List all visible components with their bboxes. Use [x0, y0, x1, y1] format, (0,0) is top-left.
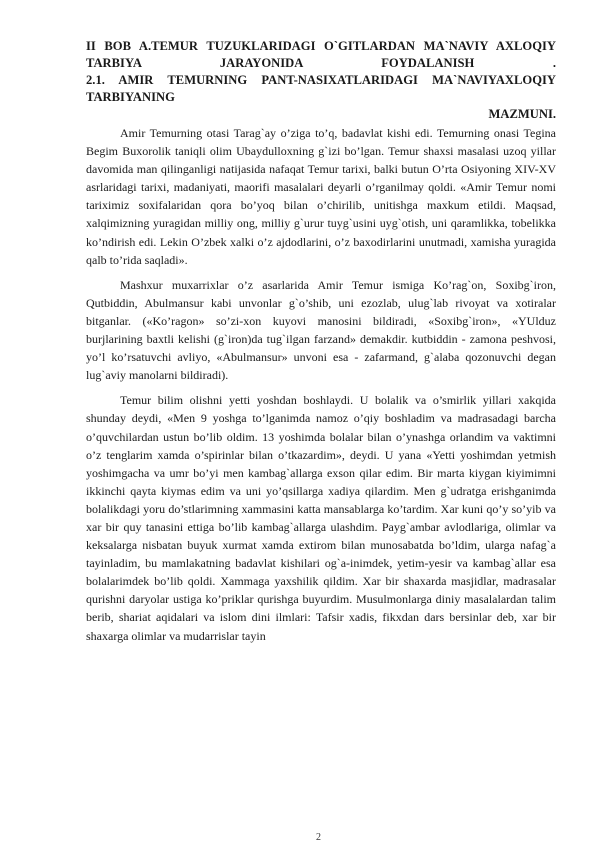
paragraph-1: Amir Temurning otasi Tarag`ay o’ziga to’q, badavlat kishi edi. Temurning onasi Tegina Begim Buxorolik taniqli olim Ubaydulloxning g`izi bo’lgan. Temur shaxsi masalasi uzoq yillar davomida man qilinganligi natijasida nafaqat Temur tarixi, balki butun O’rta Osiyoning XIV-XV asrlaridagi tarixi, madaniyati, maorifi masalalari deyarli o’rganilmay qoldi. «Amir Temur nomi tariximiz soxifalaridan qora bo’yoq bilan o’chirilib, unitishga maxkum etildi. Maqsad, xalqimizning yuragidan milliy ong, milliy g`urur tuyg`usini uyg`otish, uni qaramlikka, tobelikka ko’ndirish edi. Lekin O’zbek xalki o’z ajdodlarini, o’z baxodirlarini unutmadi, xamisha yuragida qalb to’rida saqladi».: [86, 126, 556, 267]
paragraph-gap: [86, 269, 556, 276]
chapter-title: II BOB A.TEMUR TUZUKLARIDAGI O`GITLARDAN MA`NAVIY AXLOQIY TARBIYA JARAYONIDA FOYDALANISH .: [86, 39, 556, 70]
page-number: 2: [316, 832, 321, 843]
section-title-tail: MAZMUNI.: [488, 107, 556, 121]
paragraph-3: Temur bilim olishni yetti yoshdan boshlaydi. U bolalik va o’smirlik yillari xakqida shunday deydi, «Men 9 yoshga to’lganimda namoz o’qiy boshladim va madrasadagi barcha o’quvchilardan ustun bo’lib oldim. 13 yoshimda bolalar bilan o’ynashga orlandim va vaktimni o’z tenglarim xamda o’spirinlar bilan o’tkazardim», deydi. U yana «Yetti yoshimdan yetmish yoshimgacha va umr bo’yi men kambag`allarga exson qilar edim. Bir marta kiygan kiyimimni ikkinchi qayta kiymas edim va uni yo’qsillarga xadiya qilardim. Men g`udratga erishganimda bolalikdagi yoru do’stlarimning xammasini katta mansablarga ko’tardim. Xar kuni qo’y so’yib va xar bir quy tanasini ettiga bo’lib kambag`allarga ulashdim. Payg`ambar avlodlariga, olimlar va keksalarga nisbatan buyuk xurmat xamda extirom bilan munosabatda bo’ldim, ularga nafag`a tayinladim, bu mamlakatning badavlat kishilari og`a-inimdek, yetim-yesir va kambag`allar esa bolalarimdek bo’lib qoldi. Xammaga yaxshilik qildim. Xar bir shaxarda masjidlar, madrasalar qurishni daryolar ustiga ko’priklar qurishga buyurdim. Musulmonlarga diniy masalalardan talim berib, shariat aqidalari va islom dini ilmlari: Tafsir xadis, fikxdan dars bersinlar deb, xar bir shaxarga olimlar va mudarrislar tayin: [86, 393, 556, 643]
section-title: 2.1. AMIR TEMURNING PANT-NASIXATLARIDAGI MA`NAVIYAXLOQIY TARBIYANING: [86, 73, 556, 104]
document-page: [86, 38, 556, 645]
paragraph-2: Mashxur muxarrixlar o’z asarlarida Amir Temur ismiga Ko’rag`on, Soxibg`iron, Qutbiddin, Abulmansur kabi unvonlar g`o’shib, uni ezozlab, ulug`lab rivoyat va xotiralar bitganlar. («Ko’ragon» so’zi-xon kuyovi manosini bildiradi, «Soxibg`iron», «YUlduz burjlarining baxtli kelishi (g`iron)da tug`ilgan farzand» demakdir. kutbiddin - zamona peshvosi, yo’l ko’rsatuvchi avliyo, «Abulmansur» unvoni esa - zafarmand, g`alaba qozonuvchi degan lug`aviy manolarni bildiradi).: [86, 277, 556, 383]
paragraph-gap: [86, 384, 556, 391]
